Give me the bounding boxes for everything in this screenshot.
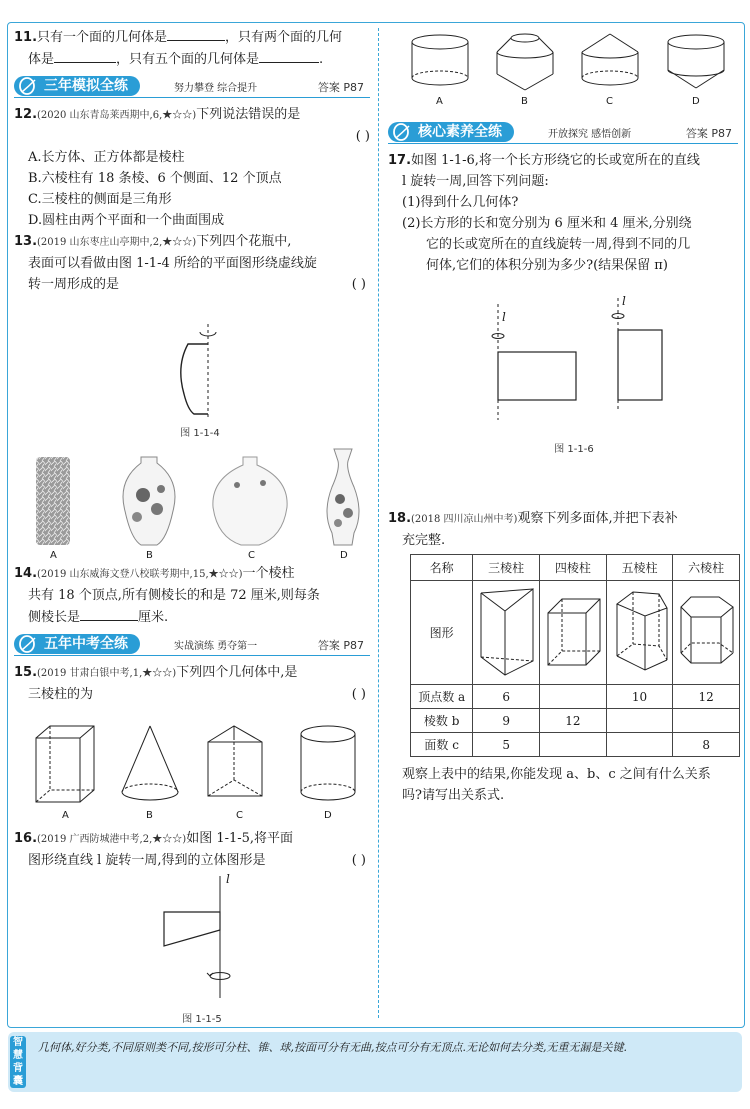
q11-text-3: 体是 <box>28 52 55 67</box>
question-source: (2019 山东枣庄山亭期中,2,★☆☆) <box>37 237 197 248</box>
axis-label-l: l <box>502 310 506 324</box>
tips-tag: 智慧背囊 <box>10 1036 26 1088</box>
q16-label-b: B <box>521 96 528 107</box>
question-number: 12. <box>14 107 38 122</box>
table-cell-editable[interactable] <box>673 709 740 733</box>
table-row <box>411 709 740 733</box>
section-title: 五年中考全练 <box>14 634 140 654</box>
q15-label-a: A <box>62 810 69 821</box>
axis-label-l: l <box>226 872 230 886</box>
leaf-icon <box>18 77 40 95</box>
q16-label-d: D <box>692 96 700 107</box>
option-a: A.长方体、正方体都是棱柱 <box>28 150 185 165</box>
question-stem-2: 图形绕直线 l 旋转一周,得到的立体图形是 <box>28 853 266 868</box>
q11-text-4: ，只有五个面的几何体是 <box>116 52 260 67</box>
question-stem-3: 侧棱长是 <box>28 610 81 625</box>
question-17 <box>388 150 738 276</box>
question-source: (2020 山东青岛莱西期中,6,★☆☆) <box>37 110 197 121</box>
polyhedra-table <box>410 554 740 757</box>
vase-a[interactable] <box>28 455 78 547</box>
q15-solids <box>30 722 370 806</box>
question-number: 15. <box>14 665 38 680</box>
question-followup: 观察上表中的结果,你能发现 a、b、c 之间有什么关系 <box>402 767 711 782</box>
section-banner-five-year <box>14 634 370 656</box>
question-14 <box>14 563 370 628</box>
question-15 <box>14 662 370 705</box>
answer-paren[interactable]: ( ) <box>355 129 370 144</box>
table-header-row <box>411 555 740 581</box>
triangular-prism-option-c <box>208 726 262 796</box>
question-stem: 如图 1-1-5,将平面 <box>186 831 294 846</box>
cone-option-b <box>122 726 178 800</box>
pentagonal-prism-figure <box>606 581 673 685</box>
question-stem-2: 共有 18 个顶点,所有侧棱长的和是 72 厘米,则每条 <box>28 588 320 603</box>
quadrilateral-prism-figure <box>540 581 607 685</box>
table-cell: 9 <box>473 709 540 733</box>
section-subtitle: 努力攀登 综合提升 <box>174 83 258 94</box>
double-cone-cylinder-option-b <box>497 34 553 90</box>
question-source: (2019 山东威海文登八校联考期中,15,★☆☆) <box>37 569 243 580</box>
answer-blank[interactable] <box>54 48 116 63</box>
table-row-label: 面数 c <box>411 733 473 757</box>
tips-footer <box>8 1032 742 1092</box>
section-banner-three-year <box>14 76 370 98</box>
right-column-q18-after <box>388 764 738 806</box>
figure-1-1-5 <box>150 872 250 1002</box>
tips-text: 几何体,好分类,不同原则类不同,按形可分柱、锥、球,按面可分有无曲,按点可分有无顶点.无论如何去分类,无重无漏是关键. <box>38 1041 627 1054</box>
figure-caption: 图 1-1-4 <box>180 428 220 439</box>
answer-blank[interactable] <box>259 48 319 63</box>
sub-question-1: (1)得到什么几何体? <box>402 195 519 210</box>
table-cell-editable[interactable] <box>606 709 673 733</box>
question-source: (2018 四川凉山州中考) <box>411 514 518 525</box>
left-column-q16 <box>14 828 370 871</box>
vase-label-c: C <box>248 550 255 561</box>
table-row-label: 顶点数 a <box>411 685 473 709</box>
vase-label-a: A <box>50 550 57 561</box>
question-stem-4: 厘米. <box>138 610 169 625</box>
cone-on-cylinder-option-c <box>582 34 638 85</box>
table-cell: 12 <box>673 685 740 709</box>
question-12 <box>14 104 370 231</box>
cylinder-option-d <box>301 726 355 800</box>
table-header: 四棱柱 <box>540 555 607 581</box>
column-divider <box>378 28 379 1018</box>
question-13 <box>14 231 370 295</box>
section-subtitle: 实战演练 勇夺第一 <box>174 641 258 652</box>
question-stem: 如图 1-1-6,将一个长方形绕它的长或宽所在的直线 <box>411 153 700 168</box>
question-number: 11. <box>14 30 38 45</box>
vase-b[interactable] <box>113 455 185 547</box>
question-stem: 下列四个花瓶中, <box>196 234 292 249</box>
cylinder-on-cone-option-d <box>668 35 724 88</box>
table-row <box>411 733 740 757</box>
question-stem: 下列说法错误的是 <box>196 107 301 122</box>
question-16 <box>14 828 370 871</box>
table-cell: 12 <box>540 709 607 733</box>
answer-ref: 答案 P87 <box>685 127 732 140</box>
answer-blank[interactable] <box>167 26 225 41</box>
question-source: (2019 甘肃白银中考,1,★☆☆) <box>37 668 177 679</box>
q11-text-2: ，只有两个面的几何 <box>225 30 343 45</box>
table-row-label: 棱数 b <box>411 709 473 733</box>
sub-question-2c: 何体,它们的体积分别为多少?(结果保留 π) <box>426 258 668 273</box>
figure-1-1-6 <box>486 294 676 424</box>
answer-paren[interactable]: ( ) <box>351 853 366 868</box>
table-header: 三棱柱 <box>473 555 540 581</box>
left-column-lower <box>14 563 370 705</box>
question-stem: 观察下列多面体,并把下表补 <box>517 511 678 526</box>
question-number: 13. <box>14 234 38 249</box>
answer-paren[interactable]: ( ) <box>351 277 366 292</box>
question-stem-2: 表面可以看做由图 1-1-4 所给的平面图形绕虚线旋 <box>28 256 317 271</box>
option-b: B.六棱柱有 18 条棱、6 个侧面、12 个顶点 <box>28 171 282 186</box>
table-cell: 6 <box>473 685 540 709</box>
table-cell: 10 <box>606 685 673 709</box>
option-c: C.三棱柱的侧面是三角形 <box>28 192 172 207</box>
answer-paren[interactable]: ( ) <box>351 687 366 702</box>
table-cell: 图形 <box>411 581 473 685</box>
vase-label-d: D <box>340 550 348 561</box>
hexagonal-prism-figure <box>673 581 740 685</box>
question-stem-2: 充完整. <box>402 533 446 548</box>
answer-ref: 答案 P87 <box>317 639 364 652</box>
table-cell-editable[interactable] <box>606 733 673 757</box>
sub-question-2: (2)长方形的长和宽分别为 6 厘米和 4 厘米,分别绕 <box>402 216 692 231</box>
vase-d[interactable] <box>318 447 368 547</box>
figure-1-1-4 <box>170 322 240 422</box>
section-subtitle: 开放探究 感悟创新 <box>548 129 632 140</box>
banner-rule <box>14 655 370 656</box>
question-stem-2: l 旋转一周,回答下列问题: <box>402 174 549 189</box>
table-header: 五棱柱 <box>606 555 673 581</box>
figure-caption: 图 1-1-6 <box>554 444 594 455</box>
right-column <box>388 116 738 276</box>
question-stem: 下列四个几何体中,是 <box>176 665 298 680</box>
question-stem-2: 三棱柱的为 <box>28 687 94 702</box>
question-followup-2: 吗?请写出关系式. <box>402 788 505 803</box>
table-cell-editable[interactable] <box>540 733 607 757</box>
question-18 <box>388 508 738 551</box>
banner-rule <box>388 143 738 144</box>
table-cell: 5 <box>473 733 540 757</box>
section-banner-core <box>388 122 738 144</box>
q16-label-a: A <box>436 96 443 107</box>
answer-ref: 答案 P87 <box>317 81 364 94</box>
question-number: 18. <box>388 511 412 526</box>
answer-blank[interactable] <box>80 606 138 621</box>
table-cell: 8 <box>673 733 740 757</box>
figure-caption: 图 1-1-5 <box>182 1014 222 1025</box>
left-column <box>14 26 370 295</box>
triangular-prism-figure <box>473 581 540 685</box>
sub-question-2b: 它的长或宽所在的直线旋转一周,得到不同的几 <box>426 237 691 252</box>
question-stem: 一个棱柱 <box>242 566 295 581</box>
leaf-icon <box>392 123 414 141</box>
table-header: 名称 <box>411 555 473 581</box>
q15-label-b: B <box>146 810 153 821</box>
table-row-figures <box>411 581 740 685</box>
banner-rule <box>14 97 370 98</box>
table-cell-editable[interactable] <box>540 685 607 709</box>
q11-text-5: . <box>319 52 324 67</box>
q15-label-d: D <box>324 810 332 821</box>
cylinder-option-a <box>412 35 468 85</box>
vase-c[interactable] <box>207 455 293 547</box>
cuboid-option-a <box>36 726 94 802</box>
table-header: 六棱柱 <box>673 555 740 581</box>
table-row <box>411 685 740 709</box>
question-11 <box>14 26 370 70</box>
right-column-q18 <box>388 508 738 551</box>
q11-text-1: 只有一个面的几何体是 <box>37 30 168 45</box>
question-stem-3: 转一周形成的是 <box>28 277 120 292</box>
question-number: 17. <box>388 153 412 168</box>
option-d: D.圆柱由两个平面和一个曲面围成 <box>28 213 225 228</box>
q15-label-c: C <box>236 810 243 821</box>
axis-label-l: l <box>622 294 626 308</box>
section-title: 核心素养全练 <box>388 122 514 142</box>
question-number: 16. <box>14 831 38 846</box>
section-title: 三年模拟全练 <box>14 76 140 96</box>
vase-label-b: B <box>146 550 153 561</box>
question-number: 14. <box>14 566 38 581</box>
question-source: (2019 广西防城港中考,2,★☆☆) <box>37 834 187 845</box>
q16-label-c: C <box>606 96 613 107</box>
leaf-icon <box>18 635 40 653</box>
q16-options <box>400 30 740 94</box>
